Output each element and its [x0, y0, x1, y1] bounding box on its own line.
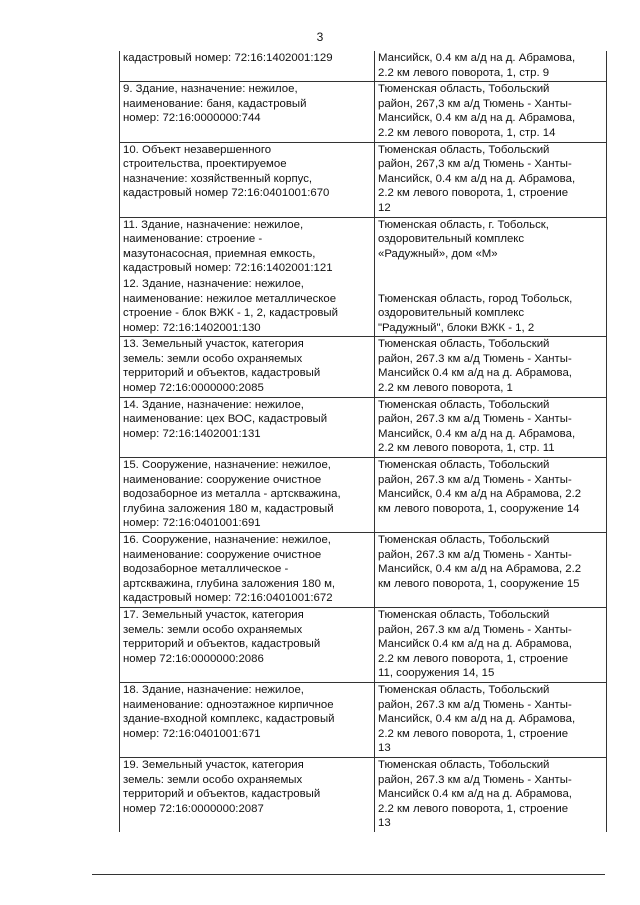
- table-bottom-rule: [92, 874, 605, 875]
- table-row: [120, 337, 607, 397]
- object-description-cell: 14. Здание, назначение: нежилое, наименование: цех ВОС, кадастровый номер: 72:16:1402001:131: [120, 397, 375, 457]
- table-row: [120, 458, 607, 533]
- address-cell: Тюменская область, Тобольский район, 267.3 км а/д Тюмень - Ханты- Мансийск, 0.4 км а/д на Абрамова, 2.2 км левого поворота, 1, сооружение 15: [375, 533, 607, 608]
- object-description-cell: кадастровый номер: 72:16:1402001:129: [120, 51, 375, 82]
- object-description-cell: 17. Земельный участок, категория земель: земли особо охраняемых территорий и объектов, кадастровый номер 72:16:0000000:2086: [120, 607, 375, 682]
- object-description-cell: 11. Здание, назначение: нежилое, наименование: строение - мазутонасосная, приемная емкость, кадастровый номер: 72:16:1402001:121: [120, 217, 375, 277]
- object-description-cell: 19. Земельный участок, категория земель: земли особо охраняемых территорий и объектов, кадастровый номер 72:16:0000000:2087: [120, 757, 375, 831]
- address-cell: Тюменская область, Тобольский район, 267,3 км а/д Тюмень - Ханты- Мансийск, 0.4 км а/д на д. Абрамова, 2.2 км левого поворота, 1, стр. 14: [375, 82, 607, 142]
- table-row: [120, 607, 607, 682]
- address-cell: Тюменская область, Тобольский район, 267,3 км а/д Тюмень - Ханты- Мансийск, 0.4 км а/д на д. Абрамова, 2.2 км левого поворота, 1, строение 12: [375, 142, 607, 217]
- table-row: [120, 217, 607, 277]
- address-cell: Тюменская область, Тобольский район, 267.3 км а/д Тюмень - Ханты- Мансийск 0.4 км а/д на д. Абрамова, 2.2 км левого поворота, 1, строение 13: [375, 757, 607, 831]
- table-row: [120, 397, 607, 457]
- property-table: [119, 51, 607, 832]
- address-cell: Тюменская область, Тобольский район, 267.3 км а/д Тюмень - Ханты- Мансийск 0.4 км а/д на д. Абрамова, 2.2 км левого поворота, 1, строение 11, сооружения 14, 15: [375, 607, 607, 682]
- object-description-cell: 12. Здание, назначение: нежилое, наименование: нежилое металлическое строение - блок ВЖК - 1, 2, кадастровый номер: 72:16:1402001:130: [120, 277, 375, 337]
- address-cell: Мансийск, 0.4 км а/д на д. Абрамова, 2.2 км левого поворота, 1, стр. 9: [375, 51, 607, 82]
- table-row: [120, 682, 607, 757]
- object-description-cell: 10. Объект незавершенного строительства, проектируемое назначение: хозяйственный корпус, кадастровый номер 72:16:0401001:670: [120, 142, 375, 217]
- address-cell: Тюменская область, Тобольский район, 267.3 км а/д Тюмень - Ханты- Мансийск 0.4 км а/д на д. Абрамова, 2.2 км левого поворота, 1: [375, 337, 607, 397]
- address-cell: Тюменская область, город Тобольск, оздоровительный комплекс "Радужный", блоки ВЖК - 1, 2: [375, 277, 607, 337]
- address-cell: Тюменская область, Тобольский район, 267.3 км а/д Тюмень - Ханты- Мансийск, 0.4 км а/д на д. Абрамова, 2.2 км левого поворота, 1, стр. 11: [375, 397, 607, 457]
- table-row: [120, 277, 607, 337]
- table-row: [120, 533, 607, 608]
- table-row: [120, 82, 607, 142]
- page-number: 3: [316, 30, 324, 44]
- object-description-cell: 15. Сооружение, назначение: нежилое, наименование: сооружение очистное водозаборное из металла - артскважина, глубина заложения 180 м, кадастровый номер: 72:16:0401001:691: [120, 458, 375, 533]
- table-row: [120, 51, 607, 82]
- address-cell: Тюменская область, Тобольский район, 267.3 км а/д Тюмень - Ханты- Мансийск, 0.4 км а/д на д. Абрамова, 2.2 км левого поворота, 1, строение 13: [375, 682, 607, 757]
- table-row: [120, 757, 607, 831]
- object-description-cell: 9. Здание, назначение: нежилое, наименование: баня, кадастровый номер: 72:16:0000000:744: [120, 82, 375, 142]
- object-description-cell: 13. Земельный участок, категория земель: земли особо охраняемых территорий и объектов, кадастровый номер 72:16:0000000:2085: [120, 337, 375, 397]
- object-description-cell: 18. Здание, назначение: нежилое, наименование: одноэтажное кирпичное здание-входной комплекс, кадастровый номер: 72:16:0401001:671: [120, 682, 375, 757]
- address-cell: Тюменская область, Тобольский район, 267.3 км а/д Тюмень - Ханты- Мансийск, 0.4 км а/д на Абрамова, 2.2 км левого поворота, 1, сооружение 14: [375, 458, 607, 533]
- table-row: [120, 142, 607, 217]
- address-cell: Тюменская область, г. Тобольск, оздоровительный комплекс «Радужный», дом «М»: [375, 217, 607, 277]
- object-description-cell: 16. Сооружение, назначение: нежилое, наименование: сооружение очистное водозаборное металлическое - артскважина, глубина заложения 180 м, кадастровый номер: 72:16:0401001:672: [120, 533, 375, 608]
